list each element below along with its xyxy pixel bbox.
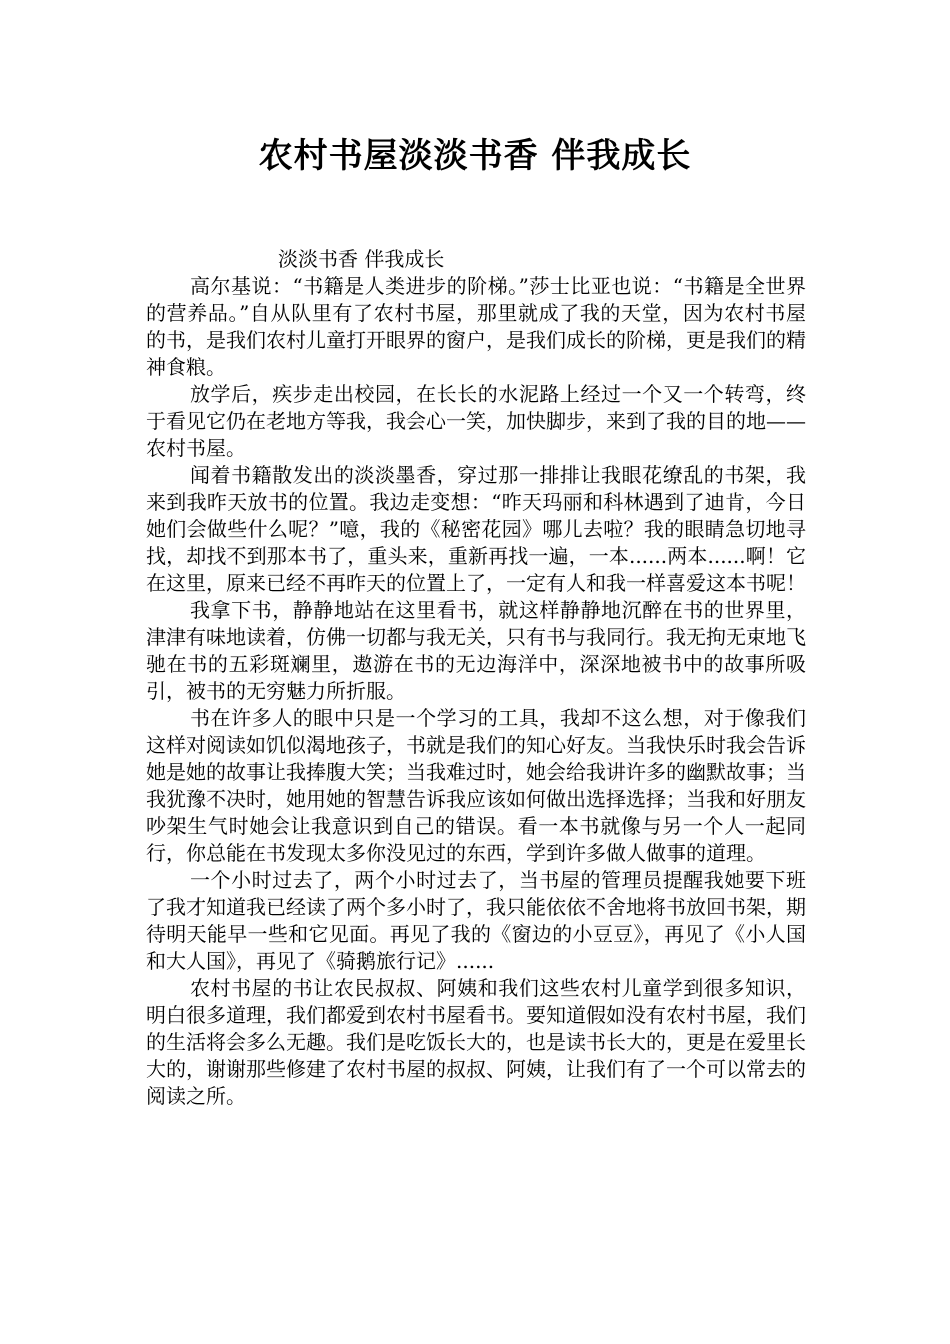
article-body bbox=[146, 246, 806, 1110]
paragraph-3: 闻着书籍散发出的淡淡墨香，穿过那一排排让我眼花缭乱的书架，我来到我昨天放书的位置。我边走变想：“昨天玛丽和科林遇到了迪肯，今日她们会做些什么呢？”噫，我的《秘密花园》哪儿去啦？我的眼睛急切地寻找，却找不到那本书了，重头来，重新再找一遍，一本......两本......啊！它在这里，原来已经不再昨天的位置上了，一定有人和我一样喜爱这本书呢！ bbox=[146, 463, 806, 595]
paragraph-4: 我拿下书，静静地站在这里看书，就这样静静地沉醉在书的世界里，津津有味地读着，仿佛一切都与我无关，只有书与我同行。我无拘无束地飞驰在书的五彩斑斓里，遨游在书的无边海洋中，深深地被书中的故事所吸引，被书的无穷魅力所折服。 bbox=[146, 598, 806, 703]
document-title: 农村书屋淡淡书香 伴我成长 bbox=[258, 136, 692, 176]
paragraph-6: 一个小时过去了，两个小时过去了，当书屋的管理员提醒我她要下班了我才知道我已经读了两个多小时了，我只能依依不舍地将书放回书架，期待明天能早一些和它见面。再见了我的《窗边的小豆豆》，再见了《小人国和大人国》，再见了《骑鹅旅行记》...... bbox=[146, 868, 806, 973]
paragraph-2: 放学后，疾步走出校园，在长长的水泥路上经过一个又一个转弯，终于看见它仍在老地方等我，我会心一笑，加快脚步，来到了我的目的地——农村书屋。 bbox=[146, 382, 806, 460]
article-subtitle: 淡淡书香 伴我成长 bbox=[278, 247, 445, 271]
paragraph-7: 农村书屋的书让农民叔叔、阿姨和我们这些农村儿童学到很多知识，明白很多道理，我们都爱到农村书屋看书。要知道假如没有农村书屋，我们的生活将会多么无趣。我们是吃饭长大的，也是读书长大的，更是在爱里长大的，谢谢那些修建了农村书屋的叔叔、阿姨，让我们有了一个可以常去的阅读之所。 bbox=[146, 976, 806, 1108]
paragraph-1: 高尔基说：“书籍是人类进步的阶梯。”莎士比亚也说：“书籍是全世界的营养品。”自从队里有了农村书屋，那里就成了我的天堂，因为农村书屋的书，是我们农村儿童打开眼界的窗户，是我们成长的阶梯，更是我们的精神食粮。 bbox=[146, 274, 806, 379]
paragraph-5: 书在许多人的眼中只是一个学习的工具，我却不这么想，对于像我们这样对阅读如饥似渴地孩子，书就是我们的知心好友。当我快乐时我会告诉她是她的故事让我捧腹大笑；当我难过时，她会给我讲许多的幽默故事；当我犹豫不决时，她用她的智慧告诉我应该如何做出选择选择；当我和好朋友吵架生气时她会让我意识到自己的错误。看一本书就像与另一个人一起同行，你总能在书发现太多你没见过的东西，学到许多做人做事的道理。 bbox=[146, 706, 806, 865]
